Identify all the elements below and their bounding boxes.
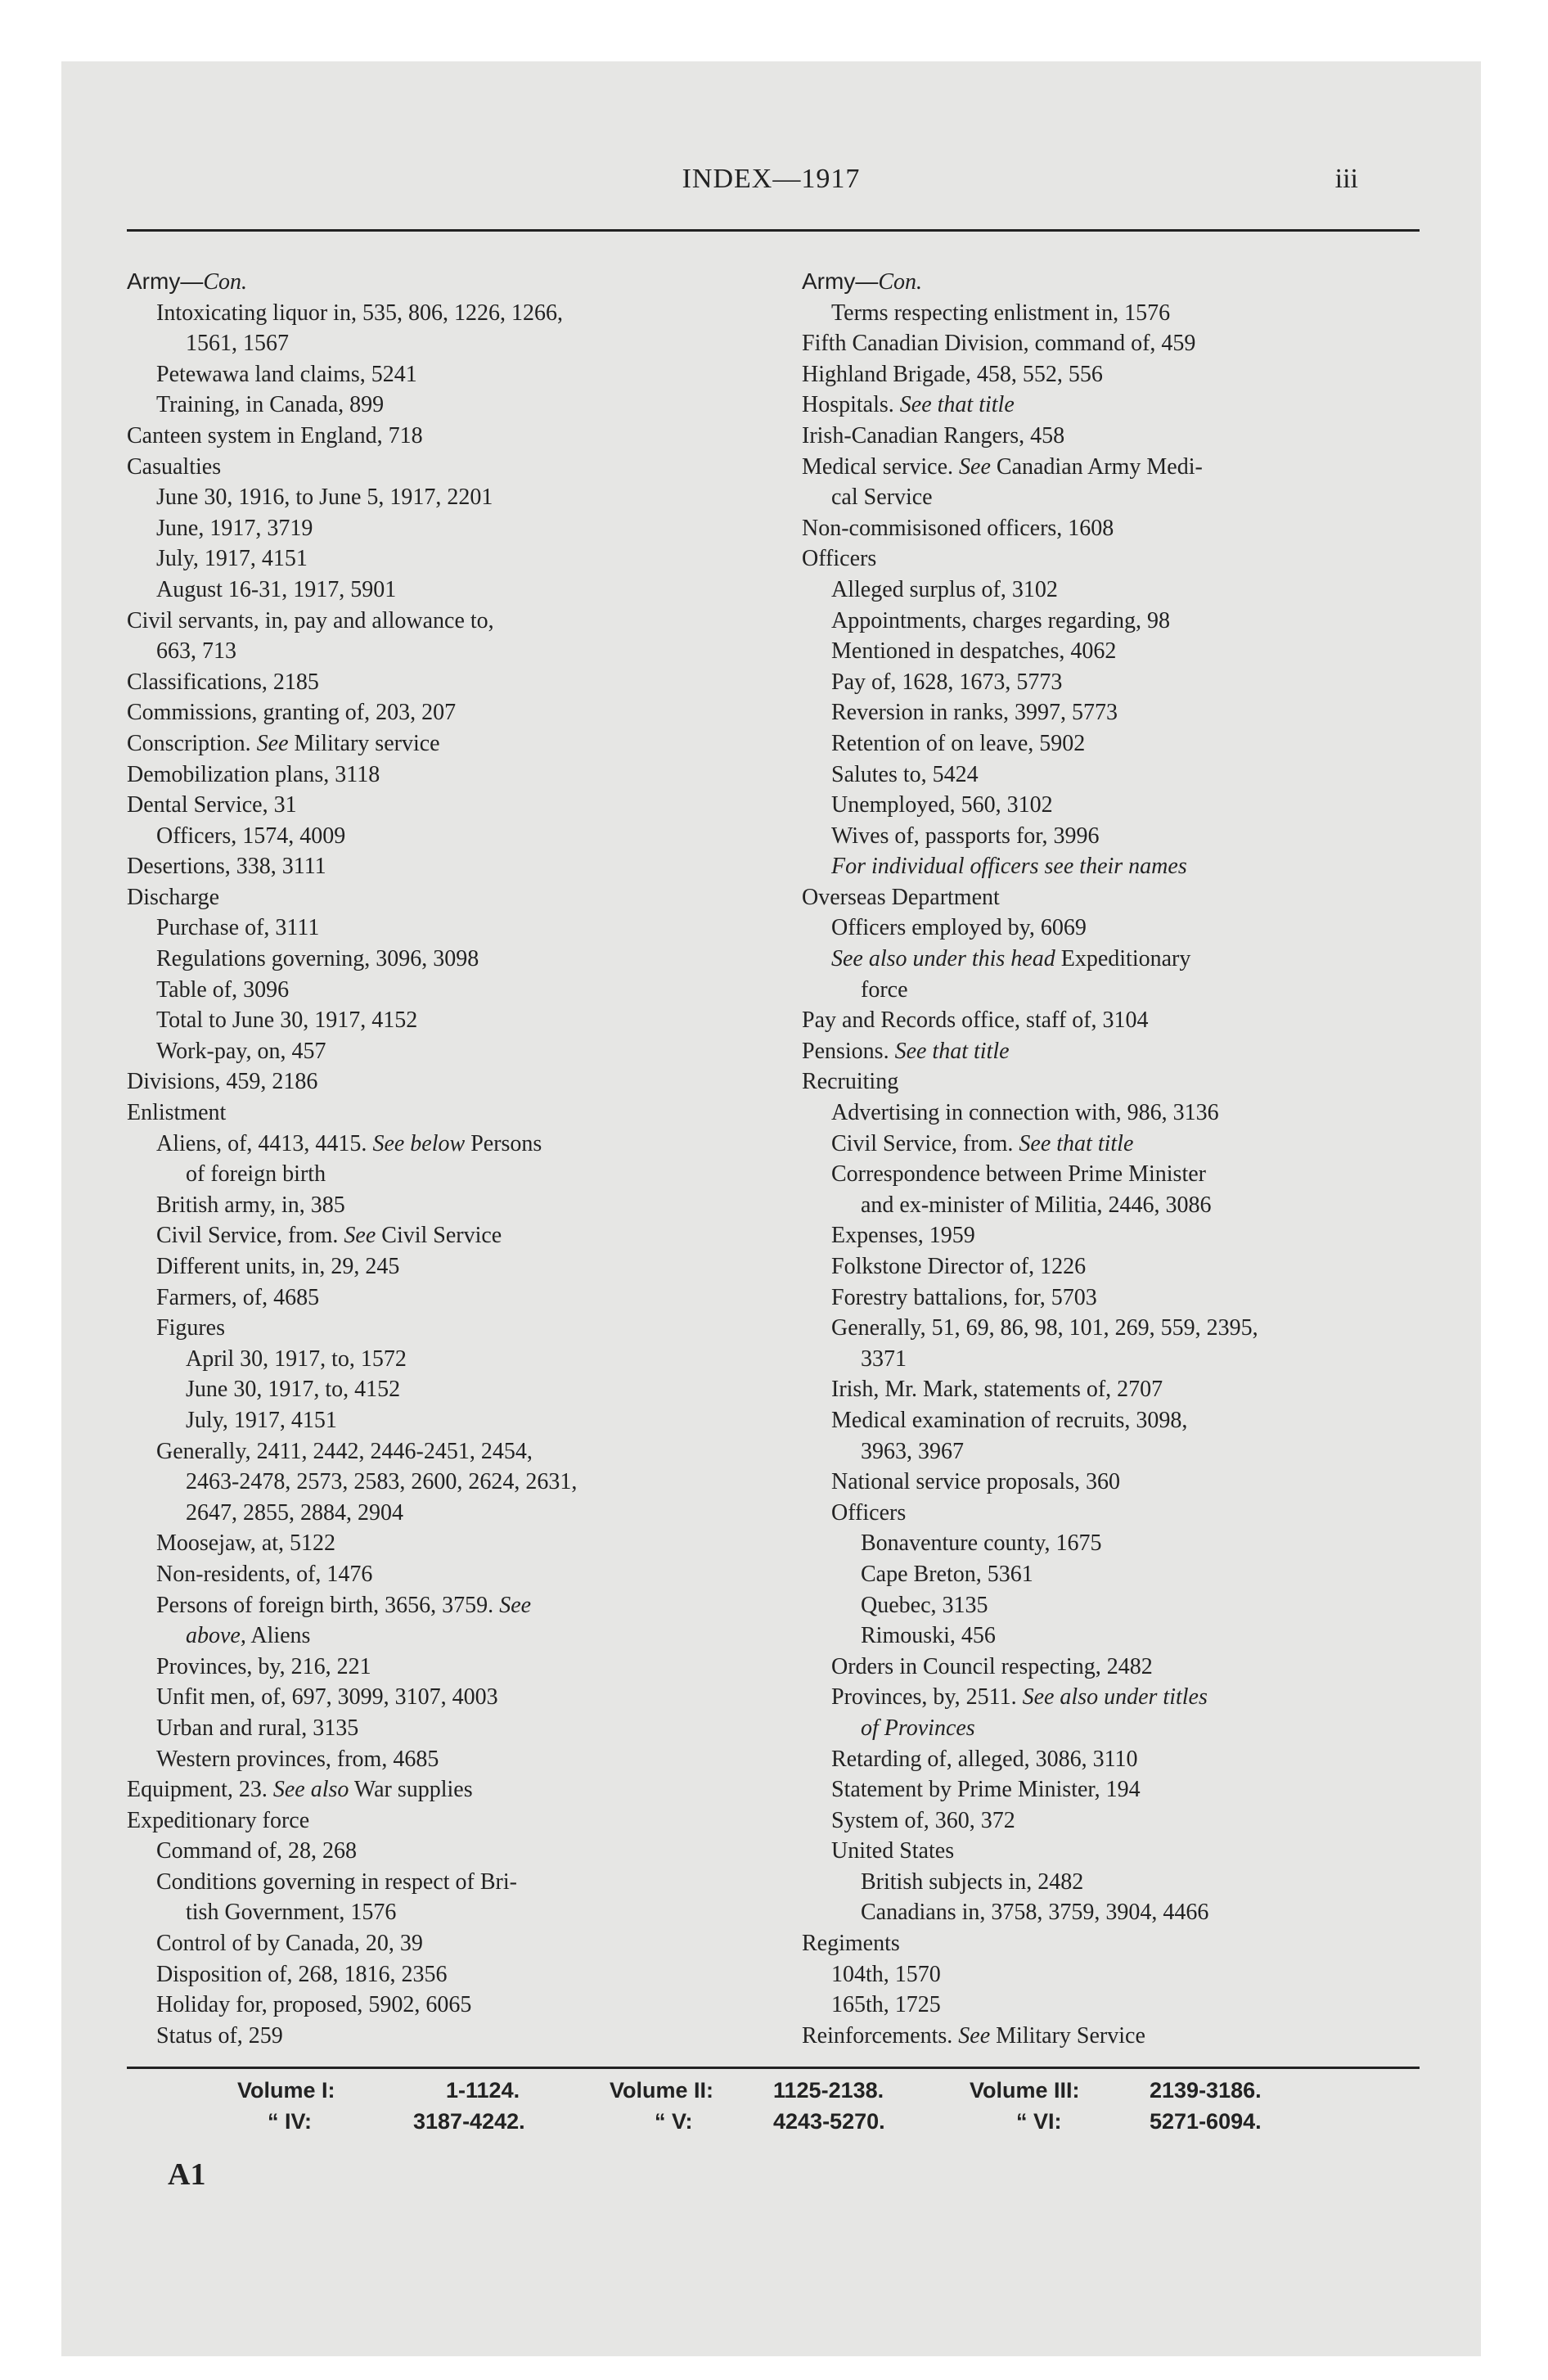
index-entry	[127, 1220, 814, 1251]
index-entry-text: and ex-minister of Militia, 2446, 3086	[861, 1192, 1212, 1218]
index-entry-text: June 30, 1916, to June 5, 1917, 2201	[156, 485, 493, 511]
index-entry-text: August 16-31, 1917, 5901	[156, 576, 397, 602]
index-entry	[802, 1897, 1489, 1928]
index-entry-text: Wives of, passports for, 3996	[831, 823, 1100, 849]
index-entry-text: Alleged surplus of, 3102	[831, 576, 1058, 602]
index-entry-text: Discharge	[127, 884, 219, 910]
index-entry-text: Unfit men, of, 697, 3099, 3107, 4003	[156, 1684, 498, 1711]
index-entry	[127, 1836, 814, 1867]
index-entry	[802, 1559, 1489, 1590]
index-entry-text: 165th, 1725	[831, 1992, 941, 2018]
index-entry-text: Rimouski, 456	[861, 1623, 996, 1649]
index-entry-text: tish Government, 1576	[186, 1900, 397, 1926]
index-entry-text: Holiday for, proposed, 5902, 6065	[156, 1992, 472, 2018]
index-entry	[127, 1066, 814, 1098]
index-entry	[802, 1374, 1489, 1405]
index-entry	[127, 790, 814, 821]
index-entry-text: Urban and rural, 3135	[156, 1715, 359, 1741]
index-entry	[127, 1251, 814, 1282]
index-entry-text: Officers employed by, 6069	[831, 915, 1087, 941]
index-entry	[127, 543, 814, 575]
index-entry-text: Table of, 3096	[156, 976, 290, 1003]
header-rule	[127, 229, 1420, 232]
index-entry	[127, 1652, 814, 1683]
vol3-range: 2139-3186.	[1150, 2078, 1262, 2103]
index-entry	[127, 1774, 814, 1805]
index-entry	[127, 1159, 814, 1190]
index-entry	[802, 1220, 1489, 1251]
index-entry-text: Mentioned in despatches, 4062	[831, 638, 1117, 665]
index-entry	[127, 944, 814, 975]
index-entry-text: of Provinces	[861, 1715, 975, 1741]
index-entry	[802, 1005, 1489, 1036]
index-entry-text: Army—	[802, 268, 879, 294]
index-entry	[127, 1744, 814, 1775]
vol6-label: “ VI:	[1016, 2109, 1062, 2134]
index-entry-text: cal Service	[831, 485, 933, 511]
index-entry	[802, 482, 1489, 513]
index-entry	[802, 1436, 1489, 1467]
index-entry	[127, 390, 814, 421]
index-entry-text: For individual officers see their names	[831, 854, 1187, 880]
index-entry	[127, 482, 814, 513]
index-entry	[127, 328, 814, 359]
index-entry	[127, 298, 814, 329]
index-entry	[802, 1990, 1489, 2021]
index-entry-text: Generally, 2411, 2442, 2446-2451, 2454,	[156, 1438, 533, 1464]
index-entry-text: Conditions governing in respect of Bri-	[156, 1868, 517, 1895]
index-entry-text: Irish-Canadian Rangers, 458	[802, 422, 1065, 449]
index-entry	[802, 266, 1489, 298]
index-entry-text: Dental Service, 31	[127, 792, 297, 818]
index-entry-text: See that title	[894, 1038, 1010, 1064]
index-entry-text: Pensions.	[802, 1038, 895, 1064]
index-entry-text: Intoxicating liquor in, 535, 806, 1226, 1266,	[156, 300, 563, 326]
index-entry	[802, 1498, 1489, 1529]
index-entry-text: Pay of, 1628, 1673, 5773	[831, 669, 1063, 695]
index-entry-text: Casualties	[127, 453, 222, 480]
index-entry-text: Command of, 28, 268	[156, 1838, 357, 1864]
index-entry	[802, 636, 1489, 667]
vol1-label: Volume I:	[237, 2078, 335, 2103]
index-entry-text: Military service	[288, 730, 440, 756]
index-entry-text: Overseas Department	[802, 884, 1000, 910]
vol2-range: 1125-2138.	[773, 2078, 884, 2103]
index-entry-text: Control of by Canada, 20, 39	[156, 1931, 423, 1957]
index-entry-text: Irish, Mr. Mark, statements of, 2707	[831, 1377, 1163, 1403]
index-entry-text: Military Service	[990, 2022, 1145, 2049]
index-entry-text: Advertising in connection with, 986, 3136	[831, 1100, 1219, 1126]
index-entry-text: Aliens, of, 4413, 4415.	[156, 1130, 373, 1156]
index-entry-text: June, 1917, 3719	[156, 515, 313, 541]
index-entry	[802, 1867, 1489, 1898]
index-entry-text: Retarding of, alleged, 3086, 3110	[831, 1746, 1138, 1772]
index-entry	[127, 1129, 814, 1160]
index-entry	[802, 790, 1489, 821]
index-entry-text: See also under titles	[1022, 1684, 1208, 1711]
index-entry-text: War supplies	[349, 1777, 473, 1803]
index-entry	[127, 667, 814, 698]
index-entry	[802, 328, 1489, 359]
index-entry-text: Retention of on leave, 5902	[831, 730, 1086, 756]
index-entry-text: July, 1917, 4151	[156, 546, 308, 572]
index-entry	[127, 913, 814, 944]
index-entry-text: Demobilization plans, 3118	[127, 761, 380, 787]
index-entry	[802, 913, 1489, 944]
index-entry-text: See	[959, 453, 991, 480]
vol3-label: Volume III:	[970, 2078, 1080, 2103]
index-entry-text: Farmers, of, 4685	[156, 1284, 320, 1310]
index-entry	[127, 1528, 814, 1559]
index-entry	[802, 667, 1489, 698]
index-entry-text: Provinces, by, 216, 221	[156, 1653, 371, 1679]
index-entry-text: See	[344, 1223, 376, 1249]
vol5-label: “ V:	[655, 2109, 693, 2134]
index-entry	[802, 1098, 1489, 1129]
index-entry	[127, 1498, 814, 1529]
index-entry	[802, 760, 1489, 791]
index-entry	[802, 452, 1489, 483]
index-entry-text: Quebec, 3135	[861, 1592, 988, 1618]
index-entry	[127, 1098, 814, 1129]
index-entry	[802, 1928, 1489, 1959]
index-entry-text: National service proposals, 360	[831, 1469, 1121, 1495]
index-entry	[802, 728, 1489, 760]
index-entry	[127, 1897, 814, 1928]
index-entry	[127, 1867, 814, 1898]
index-entry	[127, 1682, 814, 1713]
index-entry-text: See that title	[899, 392, 1015, 418]
index-entry-text: See	[958, 2022, 991, 2049]
index-entry-text: Unemployed, 560, 3102	[831, 792, 1053, 818]
index-entry-text: Army—	[127, 268, 204, 294]
index-entry	[127, 1805, 814, 1837]
index-entry-text: See also	[272, 1777, 349, 1803]
index-entry-text: Canteen system in England, 718	[127, 422, 423, 449]
index-entry	[127, 606, 814, 637]
index-entry	[802, 298, 1489, 329]
index-entry-text: Bonaventure county, 1675	[861, 1530, 1102, 1557]
index-entry-text: Medical service.	[802, 453, 960, 480]
index-entry	[127, 1190, 814, 1221]
index-entry	[127, 1590, 814, 1621]
vol6-range: 5271-6094.	[1150, 2109, 1262, 2134]
index-entry	[802, 1405, 1489, 1436]
index-entry	[802, 543, 1489, 575]
index-entry-text: Status of, 259	[156, 2022, 283, 2049]
index-entry	[127, 1959, 814, 1990]
index-entry-text: Total to June 30, 1917, 4152	[156, 1007, 418, 1034]
index-entry-text: Statement by Prime Minister, 194	[831, 1777, 1141, 1803]
index-entry-text: June 30, 1917, to, 4152	[186, 1377, 401, 1403]
index-entry-text: Expenses, 1959	[831, 1223, 975, 1249]
index-entry-text: Regiments	[802, 1931, 900, 1957]
index-entry-text: 3963, 3967	[861, 1438, 964, 1464]
index-entry	[127, 1467, 814, 1498]
index-entry-text: Desertions, 338, 3111	[127, 854, 326, 880]
index-entry-text: Different units, in, 29, 245	[156, 1254, 400, 1279]
index-entry	[802, 1313, 1489, 1344]
index-entry-text: Terms respecting enlistment in, 1576	[831, 300, 1171, 326]
index-entry-text: Divisions, 459, 2186	[127, 1069, 318, 1095]
index-entry-text: above,	[186, 1623, 246, 1649]
index-entry	[127, 513, 814, 544]
index-entry	[127, 697, 814, 728]
index-entry	[802, 1805, 1489, 1837]
index-entry	[802, 1344, 1489, 1375]
index-entry-text: Civil Service	[376, 1223, 502, 1249]
index-entry	[802, 390, 1489, 421]
index-entry	[127, 2021, 814, 2052]
index-entry	[802, 1066, 1489, 1098]
index-entry	[802, 1036, 1489, 1067]
index-entry	[127, 452, 814, 483]
index-page	[61, 61, 1481, 2356]
index-entry-text: Figures	[156, 1315, 225, 1341]
index-entry-text: Appointments, charges regarding, 98	[831, 607, 1170, 633]
index-entry	[127, 359, 814, 390]
index-entry	[127, 760, 814, 791]
index-entry-text: 1561, 1567	[186, 331, 289, 357]
index-entry-text: Reversion in ranks, 3997, 5773	[831, 700, 1118, 726]
index-entry-text: Cape Breton, 5361	[861, 1561, 1033, 1587]
index-entry-text: 3371	[861, 1346, 907, 1372]
index-entry-text: Canadian Army Medi-	[990, 453, 1203, 480]
index-entry	[802, 359, 1489, 390]
index-entry-text: Petewawa land claims, 5241	[156, 361, 417, 387]
index-entry-text: Western provinces, from, 4685	[156, 1746, 439, 1772]
index-entry	[127, 1374, 814, 1405]
index-entry-text: Classifications, 2185	[127, 669, 319, 695]
vol2-label: Volume II:	[610, 2078, 714, 2103]
index-entry-text: Civil Service, from.	[156, 1223, 344, 1249]
index-entry-text: Orders in Council respecting, 2482	[831, 1653, 1153, 1679]
index-entry-text: Persons of foreign birth, 3656, 3759.	[156, 1592, 500, 1618]
index-entry	[802, 1836, 1489, 1867]
index-entry	[127, 421, 814, 452]
left-index-column	[127, 266, 814, 2051]
vol4-range: 3187-4242.	[413, 2109, 525, 2134]
right-index-column	[802, 266, 1489, 2051]
index-entry-text: Non-residents, of, 1476	[156, 1561, 373, 1587]
index-entry	[802, 1282, 1489, 1314]
index-entry	[802, 513, 1489, 544]
index-entry-text: Commissions, granting of, 203, 207	[127, 700, 457, 726]
index-entry-text: British army, in, 385	[156, 1192, 345, 1218]
index-entry	[127, 266, 814, 298]
index-entry	[802, 944, 1489, 975]
index-entry	[127, 728, 814, 760]
vol4-label: “ IV:	[268, 2109, 313, 2134]
index-entry-text: See that title	[1019, 1130, 1134, 1156]
index-entry	[127, 1990, 814, 2021]
index-entry	[802, 1744, 1489, 1775]
index-entry	[802, 975, 1489, 1006]
index-entry	[127, 1559, 814, 1590]
index-entry-text: force	[861, 976, 908, 1003]
index-entry	[127, 636, 814, 667]
index-entry-text: System of, 360, 372	[831, 1807, 1015, 1833]
index-entry-text: Conscription.	[127, 730, 257, 756]
index-entry-text: Pay and Records office, staff of, 3104	[802, 1007, 1149, 1034]
index-entry-text: April 30, 1917, to, 1572	[186, 1346, 407, 1372]
index-entry-text: See below	[372, 1130, 466, 1156]
index-entry-text: Con.	[878, 269, 923, 295]
index-entry-text: Training, in Canada, 899	[156, 392, 385, 418]
index-entry	[802, 1774, 1489, 1805]
index-entry-text: Civil servants, in, pay and allowance to,	[127, 607, 494, 633]
index-entry-text: Canadians in, 3758, 3759, 3904, 4466	[861, 1900, 1209, 1926]
index-entry	[802, 575, 1489, 606]
index-entry-text: 2463-2478, 2573, 2583, 2600, 2624, 2631,	[186, 1469, 578, 1495]
index-entry	[127, 1005, 814, 1036]
index-entry-text: Fifth Canadian Division, command of, 459	[802, 331, 1196, 357]
index-entry	[802, 882, 1489, 913]
index-entry-text: Correspondence between Prime Minister	[831, 1161, 1206, 1188]
index-entry	[127, 1282, 814, 1314]
index-entry-text: Salutes to, 5424	[831, 761, 979, 787]
index-entry-text: United States	[831, 1838, 955, 1864]
index-entry	[127, 1405, 814, 1436]
index-entry	[802, 1129, 1489, 1160]
index-entry-text: Recruiting	[802, 1069, 899, 1095]
index-entry	[127, 1344, 814, 1375]
index-entry-text: Expeditionary	[1055, 946, 1191, 972]
index-entry-text: Folkstone Director of, 1226	[831, 1254, 1087, 1279]
index-entry	[802, 851, 1489, 882]
index-entry	[802, 1682, 1489, 1713]
index-entry	[802, 1190, 1489, 1221]
index-entry	[127, 575, 814, 606]
index-entry-text: Reinforcements.	[802, 2022, 959, 2049]
index-entry	[802, 1159, 1489, 1190]
index-entry-text: Aliens	[245, 1623, 311, 1649]
index-entry	[802, 1528, 1489, 1559]
index-entry	[802, 1652, 1489, 1683]
index-entry-text: Provinces, by, 2511.	[831, 1684, 1023, 1711]
index-entry-text: Generally, 51, 69, 86, 98, 101, 269, 559, 2395,	[831, 1315, 1258, 1341]
index-entry-text: Expeditionary force	[127, 1807, 310, 1833]
index-entry-text: Persons	[465, 1130, 542, 1156]
index-entry-text: Officers, 1574, 4009	[156, 823, 346, 849]
index-entry-text: Civil Service, from.	[831, 1130, 1019, 1156]
index-entry-text: See	[499, 1592, 532, 1618]
index-entry-text: British subjects in, 2482	[861, 1868, 1084, 1895]
index-entry-text: Equipment, 23.	[127, 1777, 273, 1803]
index-entry	[127, 1713, 814, 1744]
index-entry-text: Work-pay, on, 457	[156, 1038, 326, 1064]
index-entry	[802, 606, 1489, 637]
index-entry	[127, 1313, 814, 1344]
index-entry-text: Medical examination of recruits, 3098,	[831, 1407, 1188, 1433]
index-entry-text: Officers	[802, 546, 877, 572]
index-entry	[127, 1436, 814, 1467]
index-entry-text: Highland Brigade, 458, 552, 556	[802, 361, 1103, 387]
running-header-title: INDEX—1917	[682, 164, 861, 194]
index-entry-text: Con.	[203, 269, 248, 295]
index-entry	[802, 1590, 1489, 1621]
index-entry	[802, 821, 1489, 852]
index-entry	[127, 851, 814, 882]
index-entry-text: July, 1917, 4151	[186, 1407, 337, 1433]
index-entry	[802, 1467, 1489, 1498]
index-entry-text: Non-commisisoned officers, 1608	[802, 515, 1114, 541]
index-entry-text: Enlistment	[127, 1100, 227, 1126]
index-entry	[127, 1928, 814, 1959]
index-entry	[802, 421, 1489, 452]
index-entry-text: of foreign birth	[186, 1161, 326, 1188]
signature-mark: A1	[168, 2157, 206, 2192]
index-entry	[802, 1620, 1489, 1652]
index-entry-text: 2647, 2855, 2884, 2904	[186, 1499, 403, 1526]
index-entry	[802, 1713, 1489, 1744]
index-entry	[127, 1036, 814, 1067]
index-entry-text: 104th, 1570	[831, 1961, 941, 1987]
vol1-range: 1-1124.	[446, 2078, 520, 2103]
index-entry	[802, 1251, 1489, 1282]
index-entry-text: See	[256, 730, 289, 756]
vol5-range: 4243-5270.	[773, 2109, 885, 2134]
index-entry	[802, 697, 1489, 728]
index-entry-text: Disposition of, 268, 1816, 2356	[156, 1961, 448, 1987]
page-number: iii	[1334, 164, 1358, 194]
index-entry-text: Officers	[831, 1499, 907, 1526]
index-entry-text: 663, 713	[156, 638, 236, 665]
index-entry-text: Regulations governing, 3096, 3098	[156, 946, 479, 972]
index-entry-text: Purchase of, 3111	[156, 915, 320, 941]
index-entry	[127, 975, 814, 1006]
footer-rule	[127, 2067, 1420, 2069]
index-entry	[802, 2021, 1489, 2052]
index-entry	[802, 1959, 1489, 1990]
index-entry-text: Hospitals.	[802, 392, 900, 418]
index-entry-text: See also under this head	[831, 946, 1055, 972]
index-entry-text: Moosejaw, at, 5122	[156, 1530, 336, 1557]
index-entry	[127, 821, 814, 852]
index-entry	[127, 1620, 814, 1652]
index-entry	[127, 882, 814, 913]
index-entry-text: Forestry battalions, for, 5703	[831, 1284, 1097, 1310]
